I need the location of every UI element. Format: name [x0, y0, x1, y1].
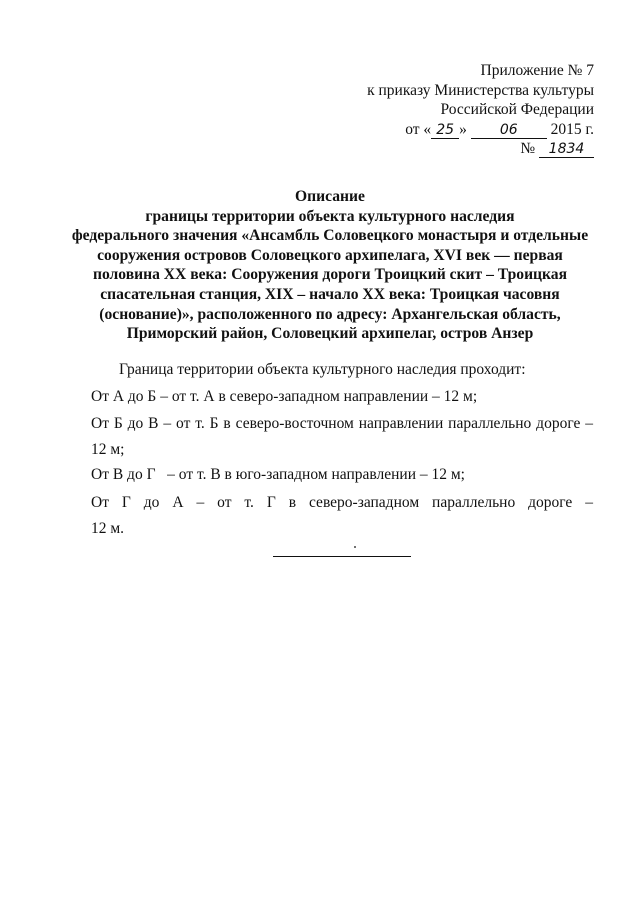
- segment-text: От Б до В – от т. Б в северо-восточном направлении параллельно дороге –: [91, 415, 593, 432]
- number-handwritten: 1834: [539, 142, 594, 158]
- date-year: 2015 г.: [550, 120, 594, 138]
- title-line: сооружения островов Соловецкого архипелага, XVI век — первая: [97, 246, 563, 264]
- date-mid: »: [459, 120, 467, 138]
- boundary-segment-bv: [91, 411, 593, 463]
- segment-text: От А до Б – от т. А в северо-западном направлении – 12 м;: [91, 388, 478, 405]
- segment-text: От Г до А – от т. Г в северо-западном параллельно дороге –: [91, 494, 593, 511]
- segment-text-continued: 12 м.: [91, 520, 125, 537]
- date-day-handwritten: 25: [431, 123, 459, 139]
- date-month-handwritten: 06: [471, 123, 547, 139]
- date-prefix: от «: [405, 120, 432, 138]
- order-reference: к приказу Министерства культуры: [367, 81, 594, 99]
- title-heading: Описание: [295, 188, 365, 205]
- appendix-number: Приложение № 7: [480, 62, 594, 79]
- title-line: Приморский район, Соловецкий архипелаг, остров Анзер: [126, 325, 534, 343]
- stray-dot: [354, 546, 356, 548]
- title-line: границы территории объекта культурного наследия: [145, 207, 515, 225]
- title-line: спасательная станция, XIX – начало XX века: Троицкая часовня: [100, 285, 560, 303]
- order-number: [367, 139, 594, 159]
- document-title: [70, 187, 590, 344]
- title-line: (основание)», расположенного по адресу: Архангельская область,: [99, 305, 561, 323]
- number-prefix: №: [520, 140, 536, 157]
- boundary-segment-ga: [91, 490, 593, 542]
- boundary-intro: Граница территории объекта культурного наследия проходит:: [119, 361, 526, 378]
- title-line: федерального значения «Ансамбль Соловецкого монастыря и отдельные: [71, 227, 589, 245]
- closing-rule: [273, 556, 411, 557]
- segment-text-continued: 12 м;: [91, 441, 125, 458]
- segment-text: От В до Г – от т. В в юго-западном направлении – 12 м;: [91, 466, 465, 483]
- federation-name: Российской Федерации: [440, 101, 594, 118]
- boundary-segment-ab: [91, 384, 593, 410]
- boundary-segment-vg: [91, 462, 593, 488]
- appendix-header: [367, 61, 594, 159]
- order-date: [367, 120, 594, 140]
- title-line: половина XX века: Сооружения дороги Троицкий скит – Троицкая: [92, 266, 568, 284]
